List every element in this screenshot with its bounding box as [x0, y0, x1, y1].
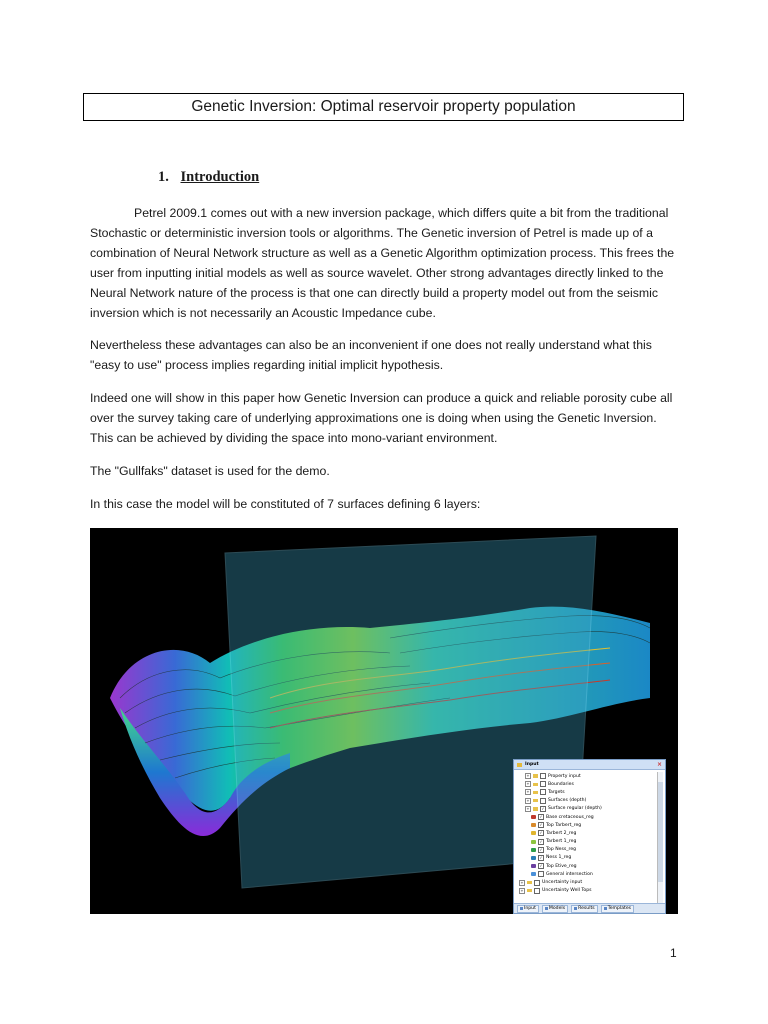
- folder-icon: [533, 783, 538, 787]
- tree-item[interactable]: [517, 846, 655, 854]
- tab-icon: [545, 907, 548, 910]
- section-heading: [158, 169, 259, 186]
- paragraph-intro: Petrel 2009.1 comes out with a new inversion package, which differs quite a bit from the traditional Stochastic or deterministic inversion tools or algorithms. The Genetic inversion of Petrel is made up of a combination of Neural Network structure as well as a Genetic Algorithm optimization process. This frees the user from inputting initial models as well as source wavelet. Other strong advantages directly linked to the Neural Network nature of the process is that one can directly build a property model out from the seismic inversion which is not necessarily an Acoustic Impedance cube.: [90, 206, 675, 320]
- tree-item-label: Targets: [548, 789, 565, 795]
- visibility-checkbox[interactable]: ✓: [539, 854, 543, 860]
- expand-icon[interactable]: +: [520, 888, 524, 893]
- folder-icon: [517, 763, 522, 767]
- surface-icon: [531, 864, 536, 868]
- tree-item-label: Boundaries: [548, 781, 574, 787]
- tree-item[interactable]: [517, 780, 655, 788]
- expand-icon[interactable]: +: [526, 806, 530, 811]
- surface-icon: [531, 856, 536, 860]
- expand-icon[interactable]: +: [520, 880, 524, 885]
- input-pane-title: Input: [525, 762, 539, 767]
- visibility-checkbox[interactable]: ✓: [539, 863, 543, 869]
- tab-icon: [574, 907, 577, 910]
- tree-item[interactable]: [517, 829, 655, 837]
- tree-item[interactable]: [517, 821, 655, 829]
- tab-input[interactable]: [517, 905, 539, 913]
- document-title: Genetic Inversion: Optimal reservoir property population: [83, 93, 684, 121]
- tree-item[interactable]: [517, 805, 655, 813]
- expand-icon[interactable]: +: [526, 790, 530, 795]
- tree-item-label: Surface regular (depth): [548, 806, 602, 812]
- visibility-checkbox[interactable]: ✓: [539, 846, 543, 852]
- tab-templates[interactable]: [601, 905, 634, 913]
- tab-results[interactable]: [571, 905, 598, 913]
- visibility-checkbox[interactable]: ✓: [541, 805, 545, 811]
- tree-item[interactable]: [517, 838, 655, 846]
- tree-item[interactable]: [517, 862, 655, 870]
- tab-label: Results: [578, 905, 595, 911]
- paragraph-model: In this case the model will be constituted of 7 surfaces defining 6 layers:: [90, 497, 481, 511]
- tree-item[interactable]: [517, 878, 655, 886]
- tree-item-label: Tarbert 2_reg: [546, 830, 577, 836]
- scrollbar-thumb[interactable]: [658, 782, 663, 882]
- expand-icon[interactable]: +: [526, 774, 530, 779]
- tab-label: Models: [548, 905, 566, 911]
- visibility-checkbox[interactable]: ✓: [539, 814, 543, 820]
- visibility-checkbox[interactable]: [534, 880, 540, 886]
- tree-item-label: Uncertainty input: [542, 880, 583, 886]
- tree-item-label: General intersection: [546, 871, 593, 877]
- tree-item-label: Tarbert 1_reg: [546, 839, 577, 845]
- tree-item-label: Top Etive_reg: [546, 863, 577, 869]
- tree-item-label: Base cretaceous_reg: [546, 814, 594, 820]
- tree-item-label: Ness 1_reg: [546, 855, 572, 861]
- visibility-checkbox[interactable]: [538, 871, 544, 877]
- tree-item[interactable]: [517, 887, 655, 895]
- input-tree[interactable]: [517, 772, 655, 895]
- surface-icon: [531, 831, 536, 835]
- folder-icon: [533, 791, 538, 795]
- surface-icon: [531, 872, 536, 876]
- tab-models[interactable]: [542, 905, 568, 913]
- input-pane-scrollbar[interactable]: [657, 772, 663, 905]
- visibility-checkbox[interactable]: [540, 781, 546, 787]
- tree-item[interactable]: [517, 813, 655, 821]
- tree-item-label: Top Tarbert_reg: [546, 822, 582, 828]
- visibility-checkbox[interactable]: [540, 773, 546, 779]
- pane-tabs: [514, 903, 665, 913]
- section-title: Introduction: [180, 169, 260, 185]
- section-number: 1.: [158, 169, 169, 185]
- tree-item[interactable]: [517, 772, 655, 780]
- tree-item-label: Surfaces (depth): [548, 798, 587, 804]
- visibility-checkbox[interactable]: [534, 888, 540, 894]
- tree-item[interactable]: [517, 870, 655, 878]
- tree-item[interactable]: [517, 854, 655, 862]
- input-pane[interactable]: [513, 759, 666, 914]
- expand-icon[interactable]: +: [526, 798, 530, 803]
- visibility-checkbox[interactable]: ✓: [539, 822, 543, 828]
- paragraph-dataset: The "Gullfaks" dataset is used for the demo.: [90, 464, 330, 478]
- paragraph-indeed: Indeed one will show in this paper how Genetic Inversion can produce a quick and reliable porosity cube all over the survey taking care of underlying approximations one is doing when using the Genetic Inversion. This can be achieved by dividing the space into mono-variant environment.: [90, 391, 673, 445]
- surface-icon: [531, 823, 536, 827]
- folder-icon: [527, 889, 532, 893]
- visibility-checkbox[interactable]: ✓: [539, 838, 543, 844]
- surface-icon: [531, 840, 536, 844]
- folder-icon: [533, 799, 538, 803]
- close-icon[interactable]: ×: [656, 761, 662, 768]
- tab-icon: [604, 907, 607, 910]
- expand-icon[interactable]: +: [526, 782, 530, 787]
- tab-label: Templates: [607, 905, 632, 911]
- paragraph-nevertheless: Nevertheless these advantages can also be an inconvenient if one does not really understand what this "easy to use" process implies regarding initial implicit hypothesis.: [90, 338, 652, 372]
- tab-label: Input: [524, 905, 536, 911]
- visibility-checkbox[interactable]: ✓: [539, 830, 543, 836]
- tab-icon: [520, 907, 523, 910]
- folder-icon: [527, 881, 532, 885]
- visibility-checkbox[interactable]: [540, 798, 546, 804]
- folder-icon: [533, 807, 538, 811]
- surface-icon: [531, 815, 536, 819]
- visibility-checkbox[interactable]: [540, 789, 546, 795]
- tree-item-label: Top Ness_reg: [546, 847, 577, 853]
- page-number: 1: [670, 946, 677, 960]
- tree-item[interactable]: [517, 788, 655, 796]
- input-pane-header: [514, 760, 665, 770]
- tree-item-label: Uncertainty Well Tops: [542, 888, 592, 894]
- tree-item[interactable]: [517, 797, 655, 805]
- surface-icon: [531, 848, 536, 852]
- tree-item-label: Property input: [548, 773, 581, 779]
- folder-icon: [533, 774, 538, 778]
- reservoir-3d-figure: [90, 528, 678, 914]
